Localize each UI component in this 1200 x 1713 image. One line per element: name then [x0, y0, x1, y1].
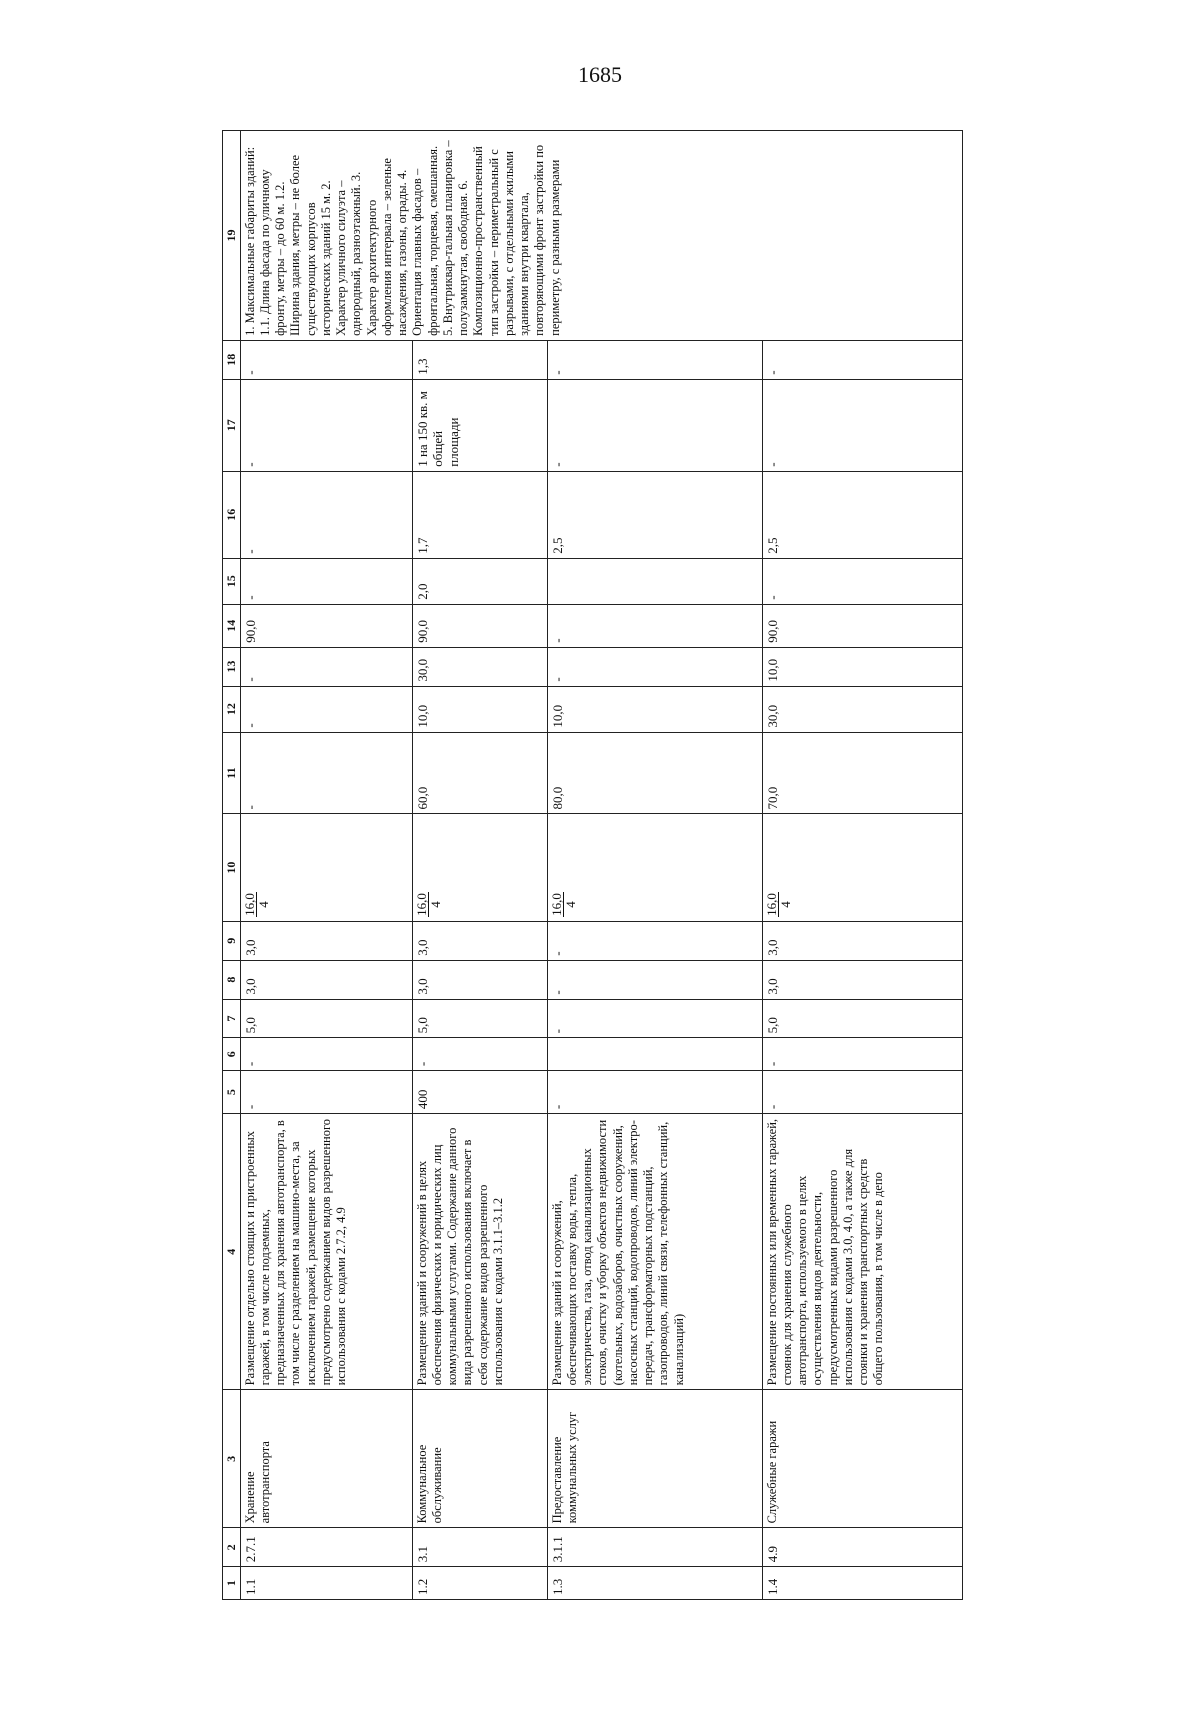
cell-value: - [240, 647, 412, 686]
col-header: 12 [223, 686, 241, 732]
cell-value: - [762, 1038, 962, 1071]
table-row [240, 131, 412, 1600]
cell-use-description: Размещение отдельно стоящих и пристроенных гаражей, в том числе подземных, предназначенных для хранения автотранспорта, в том числе с разделением на машино-места, за исключением гаражей, размещение которых предусмотрено содержанием видов разрешенного использования с кодами 2.7.2, 4.9 [240, 1114, 412, 1390]
cell-value: 5,0 [240, 999, 412, 1038]
cell-value: 2,5 [762, 471, 962, 558]
cell-value: - [547, 960, 762, 999]
cell-value: 30,0 [412, 647, 547, 686]
cell-value: 10,0 [412, 686, 547, 732]
cell-value: - [240, 471, 412, 558]
col-header: 8 [223, 960, 241, 999]
cell-row-number: 1.2 [412, 1567, 547, 1600]
cell-value: - [762, 379, 962, 471]
cell-value: 90,0 [412, 604, 547, 647]
cell-value: - [762, 1071, 962, 1114]
fraction-top: 16,0 [763, 893, 779, 916]
cell-code: 4.9 [762, 1528, 962, 1567]
cell-value: - [240, 558, 412, 604]
cell-code: 3.1 [412, 1528, 547, 1567]
cell-use-description: Размещение зданий и сооружений в целях обеспечения физических и юридических лиц коммунальными услугами. Содержание данного вида разрешенного использования включает в себя содержание видов разрешенного использования с кодами 3.1.1–3.1.2 [412, 1114, 547, 1390]
cell-code: 3.1.1 [547, 1528, 762, 1567]
cell-value: 5,0 [412, 999, 547, 1038]
cell-row-number: 1.4 [762, 1567, 962, 1600]
cell-value: 3,0 [240, 921, 412, 960]
cell-value: 3,0 [240, 960, 412, 999]
cell-use-name: Хранение автотранспорта [240, 1390, 412, 1528]
cell-value: - [412, 1038, 547, 1071]
cell-value: - [547, 340, 762, 379]
cell-row-number: 1.1 [240, 1567, 412, 1600]
cell-value: 10,0 [547, 686, 762, 732]
cell-code: 2.7.1 [240, 1528, 412, 1567]
cell-value: 2,5 [547, 471, 762, 558]
col-header: 1 [223, 1567, 241, 1600]
cell-value: 3,0 [762, 960, 962, 999]
col-header: 19 [223, 131, 241, 341]
page-number: 1685 [578, 62, 622, 87]
cell-value: 5,0 [762, 999, 962, 1038]
fraction-top: 16,0 [413, 893, 429, 916]
fraction-top: 16,0 [241, 893, 257, 916]
table-row [547, 131, 762, 1600]
fraction-bottom: 4 [563, 901, 579, 908]
cell-value [547, 558, 762, 604]
col-header: 2 [223, 1528, 241, 1567]
cell-value: - [240, 1038, 412, 1071]
cell-value: - [547, 647, 762, 686]
cell-value: - [547, 379, 762, 471]
cell-fraction [762, 814, 962, 921]
cell-row-number: 1.3 [547, 1567, 762, 1600]
cell-use-name: Служебные гаражи [762, 1390, 962, 1528]
cell-value: - [240, 379, 412, 471]
cell-value: 90,0 [762, 604, 962, 647]
cell-value: - [240, 732, 412, 814]
cell-fraction [547, 814, 762, 921]
cell-value: 1 на 150 кв. м общей площади [412, 379, 547, 471]
cell-value: - [547, 1071, 762, 1114]
col-header: 13 [223, 647, 241, 686]
fraction-bottom: 4 [256, 901, 272, 908]
col-header: 9 [223, 921, 241, 960]
cell-value: - [240, 686, 412, 732]
cell-value: 70,0 [762, 732, 962, 814]
cell-value: 80,0 [547, 732, 762, 814]
cell-value: 1,7 [412, 471, 547, 558]
cell-value: - [547, 921, 762, 960]
fraction-top: 16,0 [548, 893, 564, 916]
cell-value: - [547, 604, 762, 647]
col-header: 18 [223, 340, 241, 379]
cell-value: 10,0 [762, 647, 962, 686]
cell-use-name: Коммунальное обслуживание [412, 1390, 547, 1528]
cell-value: 3,0 [762, 921, 962, 960]
col-header: 17 [223, 379, 241, 471]
cell-value: - [547, 999, 762, 1038]
rotated-table-wrapper [222, 130, 982, 1600]
col-header: 3 [223, 1390, 241, 1528]
cell-value: - [240, 340, 412, 379]
cell-fraction [240, 814, 412, 921]
col-header: 15 [223, 558, 241, 604]
cell-use-description: Размещение зданий и сооружений, обеспечивающих поставку воды, тепла, электричества, газа, отвод канализационных стоков, очистку и уборку объектов недвижимости (котельных, водозаборов, очистных сооружений, насосных станций, водопроводов, линий электро-передач, трансформаторных подстанций, газопроводов, линий связи, телефонных станций, канализаций) [547, 1114, 762, 1390]
cell-value [547, 1038, 762, 1071]
cell-value: 1,3 [412, 340, 547, 379]
col-header: 7 [223, 999, 241, 1038]
table-row [762, 131, 962, 1600]
cell-use-description: Размещение постоянных или временных гаражей, стоянок для хранения служебного автотранспорта, используемого в целях осуществления видов деятельности, предусмотренных видами разрешенного использования с кодами 3.0, 4.0, а также для стоянки и хранения транспортных средств общего пользования, в том числе в депо [762, 1114, 962, 1390]
cell-value: - [762, 340, 962, 379]
cell-fraction [412, 814, 547, 921]
cell-value: 400 [412, 1071, 547, 1114]
col-header: 6 [223, 1038, 241, 1071]
table-row [412, 131, 547, 1600]
col-header: 10 [223, 814, 241, 921]
cell-value: - [240, 1071, 412, 1114]
header-row [223, 131, 241, 1600]
cell-value: 60,0 [412, 732, 547, 814]
col-header: 4 [223, 1114, 241, 1390]
zoning-table [222, 130, 963, 1600]
fraction-bottom: 4 [778, 901, 794, 908]
fraction-bottom: 4 [428, 901, 444, 908]
col-header: 5 [223, 1071, 241, 1114]
cell-value: 2,0 [412, 558, 547, 604]
cell-value: 30,0 [762, 686, 962, 732]
cell-value: - [762, 558, 962, 604]
cell-value: 90,0 [240, 604, 412, 647]
cell-value: 3,0 [412, 960, 547, 999]
cell-requirements: 1. Максимальные габариты зданий: 1.1. Длина фасада по уличному фронту, метры – до 60 м. 1.2. Ширина здания, метры – не более существующих корпусов исторических зданий 15 м. 2. Характер уличного силуэта – однородный, разноэтажный. 3. Характер архитектурного оформления интервала – зеленые насаждения, газоны, ограды. 4. Ориентация главных фасадов – фронтальная, торцевая, смешанная. 5. Внутриквар-тальная планировка – полузамкнутая, свободная. 6. Композиционно-пространственный тип застройки – периметральный с разрывами, с отдельными жилыми зданиями внутри квартала, повторяющими фронт застройки по периметру, с разными размерами [240, 131, 962, 341]
col-header: 16 [223, 471, 241, 558]
col-header: 11 [223, 732, 241, 814]
cell-use-name: Предоставление коммунальных услуг [547, 1390, 762, 1528]
col-header: 14 [223, 604, 241, 647]
cell-value: 3,0 [412, 921, 547, 960]
